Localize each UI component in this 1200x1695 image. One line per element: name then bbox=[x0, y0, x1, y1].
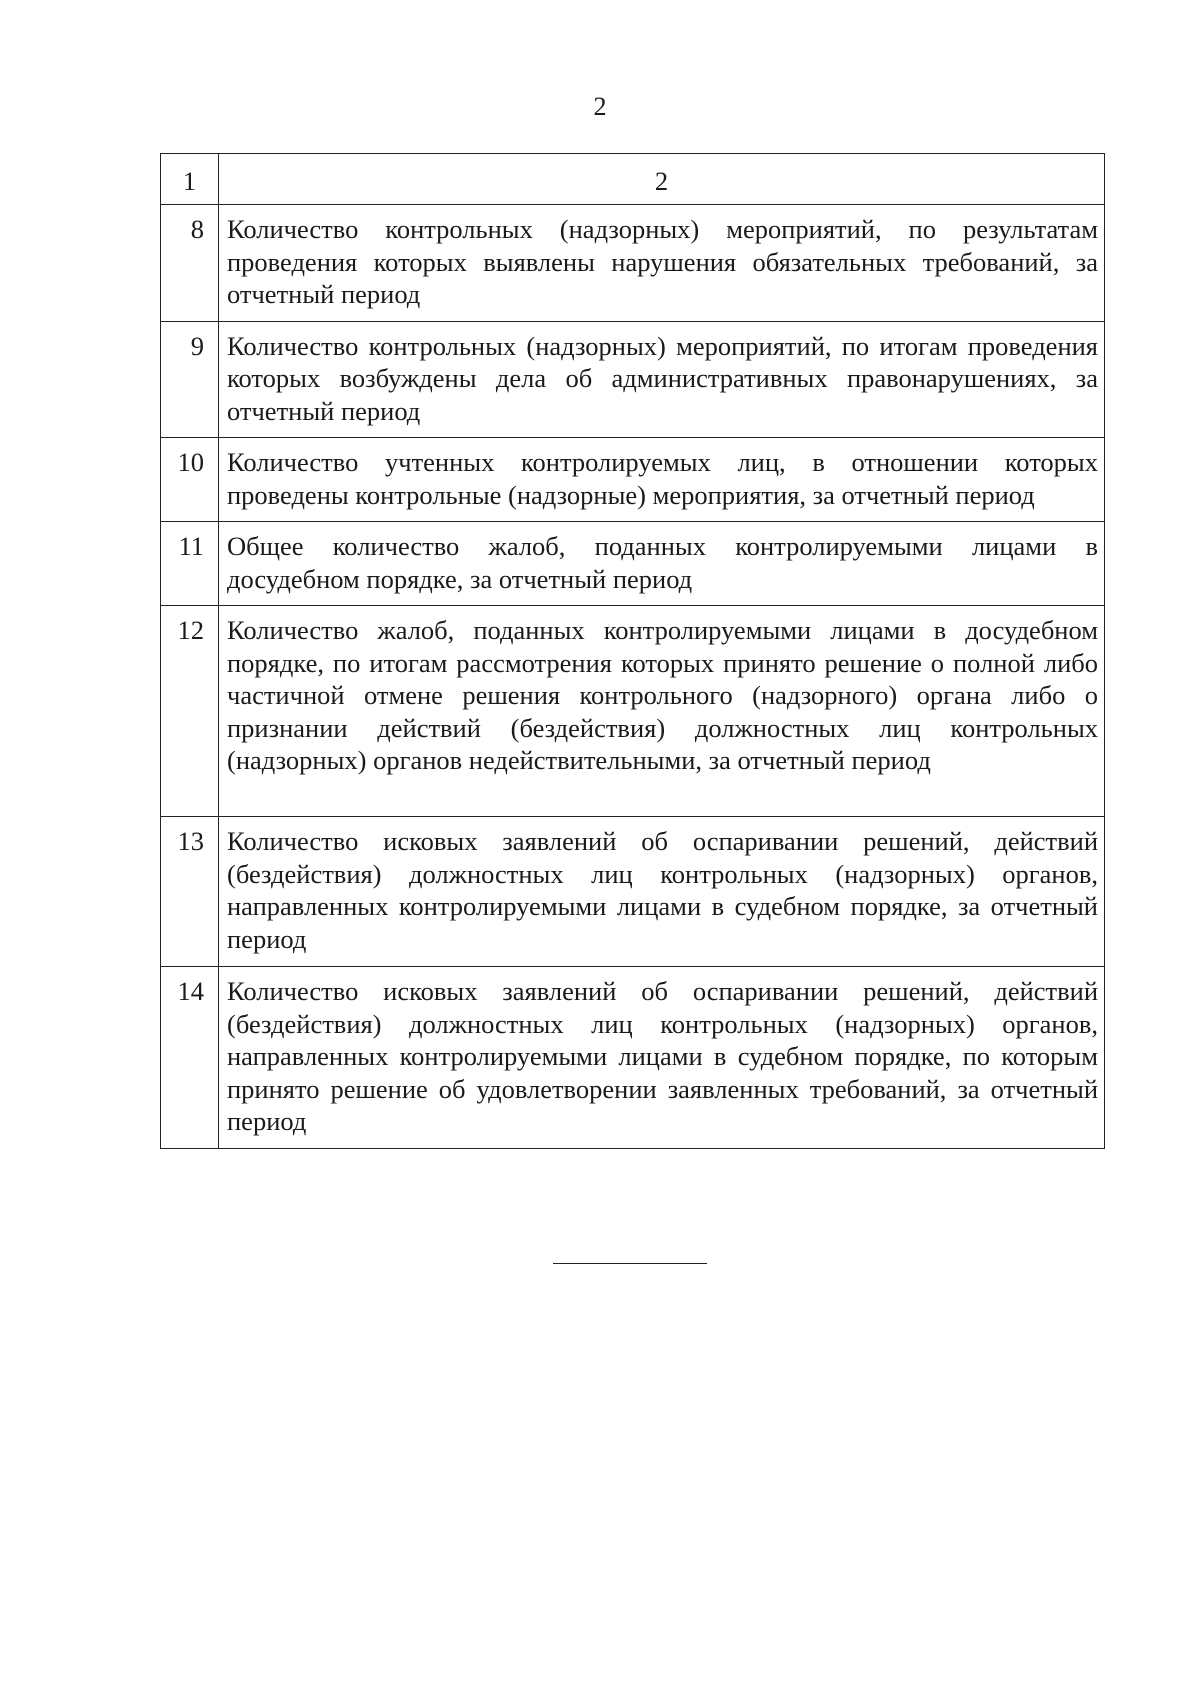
row-number: 8 bbox=[161, 205, 219, 322]
row-number: 10 bbox=[161, 438, 219, 522]
indicators-table bbox=[160, 153, 1105, 1149]
table-row bbox=[161, 438, 1105, 522]
row-text: Количество жалоб, поданных контролируемыми лицами в досудебном порядке, по итогам рассмотрения которых принято решение о полной либо частичной отмене решения контрольного (надзорного) органа либо о признании действий (бездействия) должностных лиц контрольных (надзорных) органов недействительными, за отчетный период bbox=[219, 606, 1105, 817]
end-of-document-rule bbox=[553, 1263, 707, 1264]
row-number: 14 bbox=[161, 967, 219, 1149]
page-number: 2 bbox=[593, 92, 607, 121]
header-cell-col1: 1 bbox=[161, 154, 219, 205]
header-cell-col2: 2 bbox=[219, 154, 1105, 205]
row-text: Количество исковых заявлений об оспаривании решений, действий (бездействия) должностных лиц контрольных (надзорных) органов, направленных контролируемыми лицами в судебном порядке, за отчетный период bbox=[219, 817, 1105, 967]
table-row bbox=[161, 522, 1105, 606]
row-number: 9 bbox=[161, 321, 219, 438]
table-header-row bbox=[161, 154, 1105, 205]
row-text: Количество контрольных (надзорных) мероприятий, по итогам проведения которых возбуждены дела об административных правонарушениях, за отчетный период bbox=[219, 321, 1105, 438]
row-text: Общее количество жалоб, поданных контролируемыми лицами в досудебном порядке, за отчетный период bbox=[219, 522, 1105, 606]
table-row bbox=[161, 606, 1105, 817]
table-row bbox=[161, 817, 1105, 967]
row-number: 11 bbox=[161, 522, 219, 606]
row-text: Количество учтенных контролируемых лиц, в отношении которых проведены контрольные (надзорные) мероприятия, за отчетный период bbox=[219, 438, 1105, 522]
table-row bbox=[161, 321, 1105, 438]
row-number: 12 bbox=[161, 606, 219, 817]
table-row bbox=[161, 967, 1105, 1149]
row-number: 13 bbox=[161, 817, 219, 967]
row-text: Количество контрольных (надзорных) мероприятий, по результатам проведения которых выявлены нарушения обязательных требований, за отчетный период bbox=[219, 205, 1105, 322]
row-text: Количество исковых заявлений об оспаривании решений, действий (бездействия) должностных лиц контрольных (надзорных) органов, направленных контролируемыми лицами в судебном порядке, по которым принято решение об удовлетворении заявленных требований, за отчетный период bbox=[219, 967, 1105, 1149]
table-row bbox=[161, 205, 1105, 322]
